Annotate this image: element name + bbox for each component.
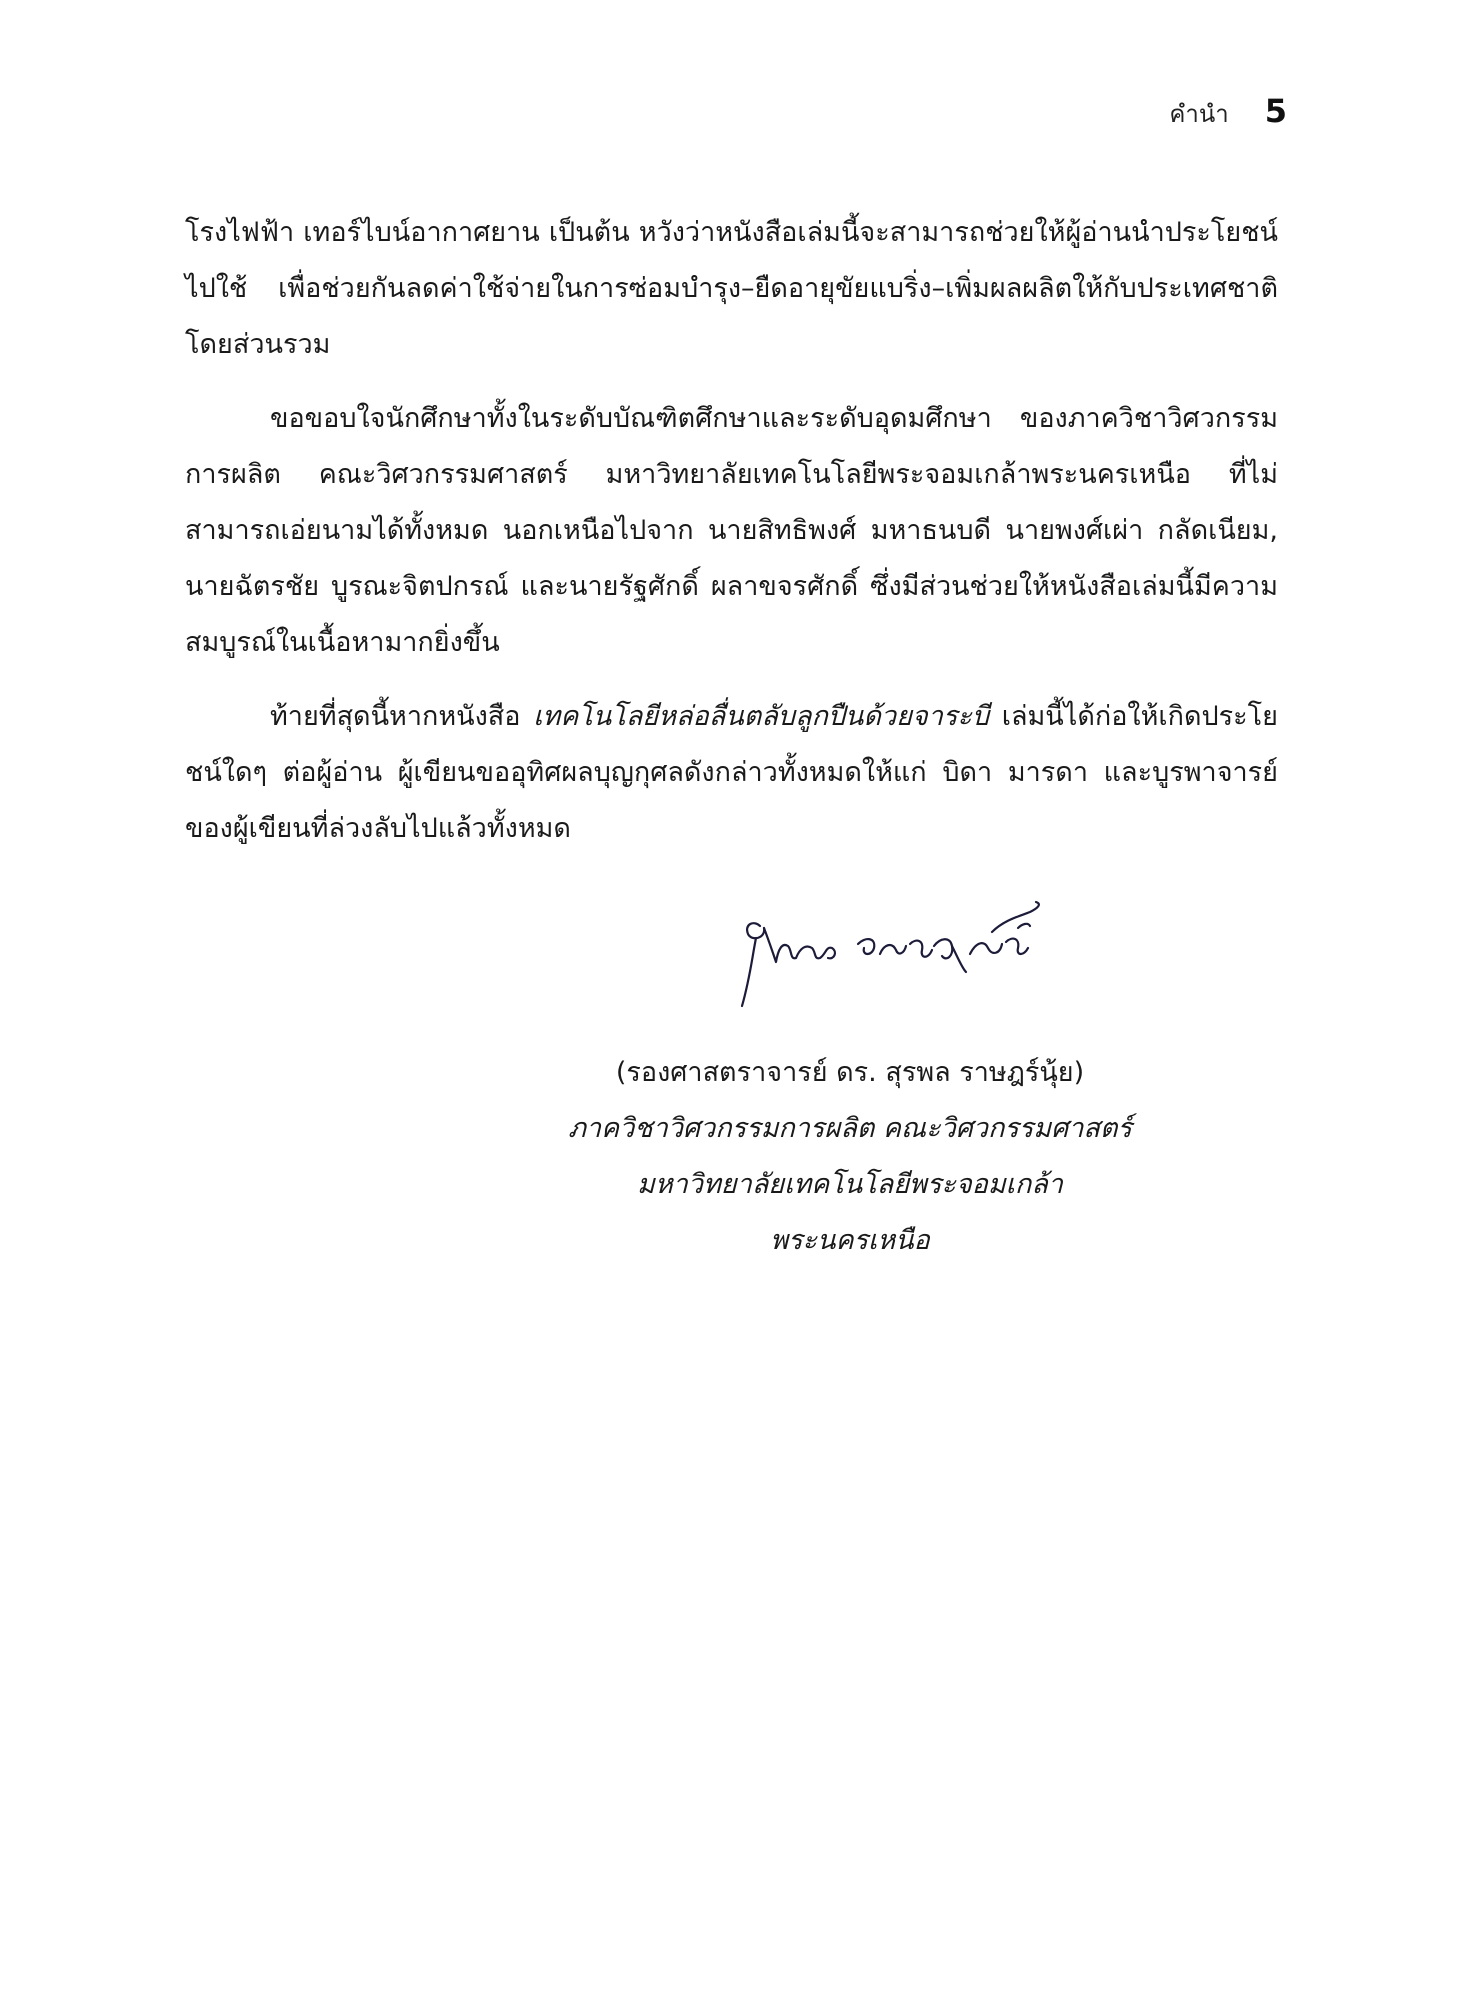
signature-block	[560, 1045, 1140, 1269]
author-university: มหาวิทยาลัยเทคโนโลยีพระจอมเกล้าพระนครเหนือ	[637, 1169, 1063, 1256]
book-title: เทคโนโลยีหล่อลื่นตลับลูกปืนด้วยจาระบี	[533, 701, 990, 732]
preface-body	[185, 205, 1278, 857]
paragraph-3-rest: เล่มนี้ได้ก่อให้เกิดประโยชน์ใดๆ ต่อผู้อ่าน ผู้เขียนขออุทิศผลบุญกุศลดังกล่าวทั้งหมดให้แก่ บิดา มารดา และบูรพาจารย์ ของผู้เขียนที่ล่วงลับไปแล้วทั้งหมด	[185, 701, 1278, 844]
paragraph-3-lead: ท้ายที่สุดนี้หากหนังสือ	[270, 701, 534, 732]
page-number: 5	[1264, 92, 1287, 130]
author-department: ภาควิชาวิศวกรรมการผลิต คณะวิศวกรรมศาสตร์	[568, 1113, 1132, 1144]
author-name: (รองศาสตราจารย์ ดร. สุรพล ราษฎร์นุ้ย)	[615, 1057, 1085, 1088]
paragraph-2: ขอขอบใจนักศึกษาทั้งในระดับบัณฑิตศึกษาและระดับอุดมศึกษา ของภาควิชาวิศวกรรมการผลิต คณะวิศวกรรมศาสตร์ มหาวิทยาลัยเทคโนโลยีพระจอมเกล้าพระนครเหนือ ที่ไม่สามารถเอ่ยนามได้ทั้งหมด นอกเหนือไปจาก นายสิทธิพงศ์ มหาธนบดี นายพงศ์เผ่า กลัดเนียม, นายฉัตรชัย บูรณะจิตปกรณ์ และนายรัฐศักดิ์ ผลาขจรศักดิ์ ซึ่งมีส่วนช่วยให้หนังสือเล่มนี้มีความสมบูรณ์ในเนื้อหามากยิ่งขึ้น	[185, 403, 1278, 658]
paragraph-3	[185, 689, 1278, 857]
page-header	[1169, 92, 1287, 133]
handwritten-signature	[730, 898, 1070, 1018]
paragraph-1: โรงไฟฟ้า เทอร์ไบน์อากาศยาน เป็นต้น หวังว่าหนังสือเล่มนี้จะสามารถช่วยให้ผู้อ่านนำประโยชน์ไปใช้ เพื่อช่วยกันลดค่าใช้จ่ายในการซ่อมบำรุง–ยืดอายุขัยแบริ่ง–เพิ่มผลผลิตให้กับประเทศชาติโดยส่วนรวม	[185, 217, 1278, 360]
section-title: คำนำ	[1169, 100, 1229, 128]
